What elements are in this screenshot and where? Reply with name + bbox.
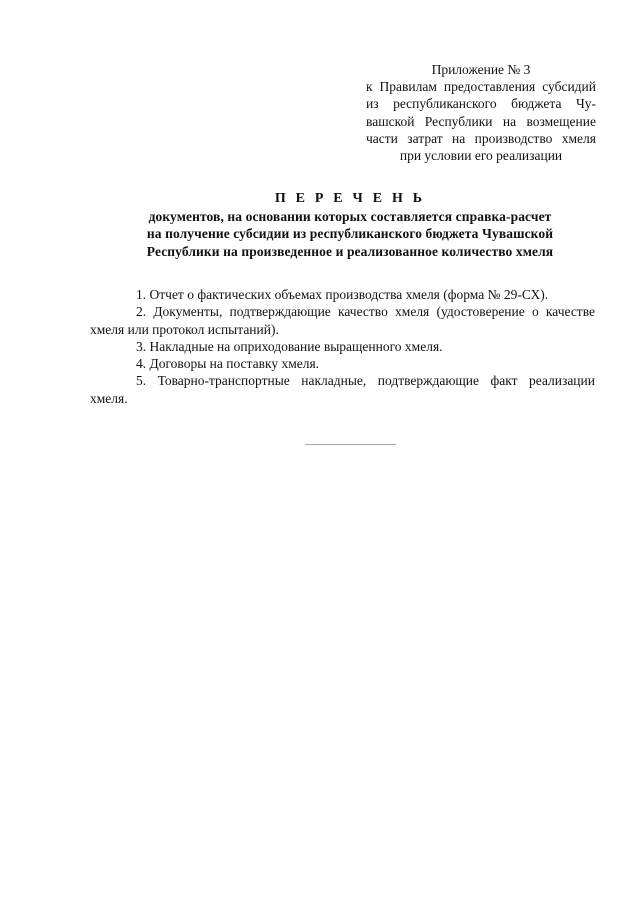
document-subtitle-line: документов, на основании которых составляется справка-расчет	[148, 209, 552, 224]
appendix-line: части затрат на производство хмеля	[366, 130, 596, 146]
document-subtitle-line: Республики на произведенное и реализованное количество хмеля	[146, 243, 554, 259]
appendix-line: при условии его реализации	[399, 148, 563, 164]
document-list	[90, 286, 595, 407]
appendix-line: из республиканского бюджета Чу-	[366, 96, 596, 112]
appendix-line: вашской Республики на возмещение	[366, 113, 596, 129]
list-item: 1. Отчет о фактических объемах производства хмеля (форма № 29-СХ).	[136, 287, 549, 302]
separator-line	[305, 444, 396, 445]
document-subtitle-line: на получение субсидии из республиканского бюджета Чувашской	[146, 226, 554, 242]
list-item: 4. Договоры на поставку хмеля.	[136, 356, 320, 372]
list-item: 2. Документы, подтверждающие качество хмеля (удостоверение о качестве хмеля или протокол испытаний).	[90, 304, 595, 337]
list-item: 3. Накладные на оприходование выращенного хмеля.	[136, 338, 443, 354]
document-title: П Е Р Е Ч Е Н Ь	[274, 191, 426, 206]
document-heading	[100, 190, 600, 260]
appendix-title: Приложение № 3	[431, 62, 531, 77]
appendix-block	[366, 61, 596, 164]
list-item: 5. Товарно-транспортные накладные, подтверждающие факт реализации хмеля.	[90, 373, 595, 406]
appendix-line: к Правилам предоставления субсидий	[366, 79, 596, 95]
